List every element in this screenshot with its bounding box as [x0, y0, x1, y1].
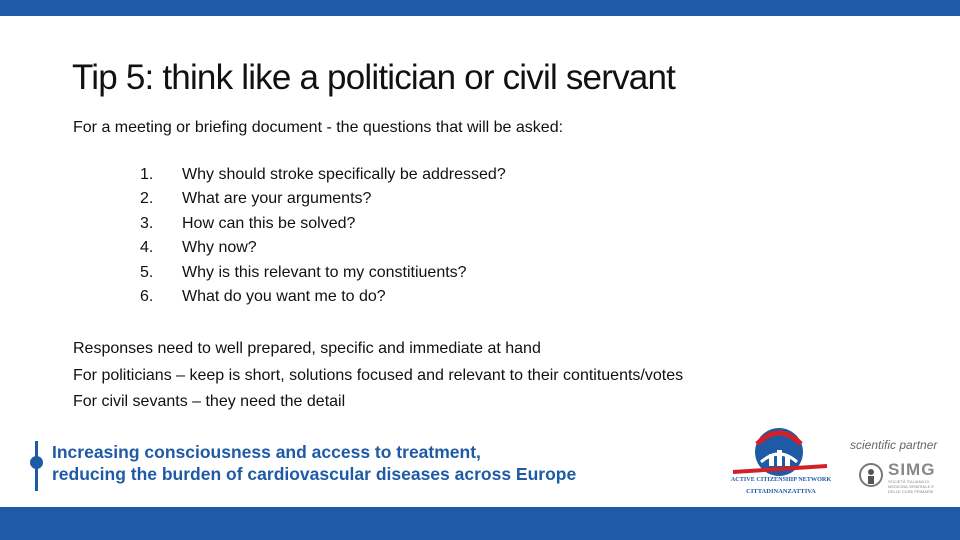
svg-text:CITTADINANZATTIVA: CITTADINANZATTIVA — [746, 488, 816, 495]
footer-tagline — [30, 441, 576, 491]
response-line: For civil sevants – they need the detail — [73, 393, 346, 410]
simg-subtitle: SOCIETÀ ITALIANA DI MEDICINA GENERALE E DELLE CURE PRIMARIE — [888, 479, 935, 494]
tagline-line-1: Increasing consciousness and access to treatment, — [52, 442, 481, 462]
questions-list — [140, 166, 506, 312]
list-item: 2. What are your arguments? — [140, 190, 372, 208]
list-item: 1. Why should stroke specifically be addressed? — [140, 166, 506, 183]
simg-logo — [858, 458, 944, 498]
intro-text: For a meeting or briefing document - the questions that will be asked: — [73, 119, 564, 136]
response-line: For politicians – keep is short, solutions focused and relevant to their contituents/votes — [73, 366, 684, 384]
response-line: Responses need to well prepared, specific and immediate at hand — [73, 340, 541, 357]
slide-title: Tip 5: think like a politician or civil servant — [72, 58, 676, 97]
simg-name: SIMG — [888, 460, 936, 479]
scientific-partner-label: scientific partner — [850, 438, 938, 452]
tagline-line-2: reducing the burden of cardiovascular diseases across Europe — [52, 464, 577, 484]
list-item: 4. Why now? — [140, 239, 257, 257]
list-item: 5. Why is this relevant to my constitiuents? — [140, 263, 467, 281]
bottom-bar — [0, 507, 960, 540]
simg-emblem-icon — [858, 462, 884, 492]
list-item: 3. How can this be solved? — [140, 214, 356, 232]
active-citizenship-network-logo — [727, 424, 835, 500]
top-bar — [0, 0, 960, 16]
list-item: 6. What do you want me to do? — [140, 287, 386, 305]
responses-block — [73, 340, 683, 420]
timeline-dot-icon — [30, 441, 52, 491]
svg-text:ACTIVE CITIZENSHIP NETWORK: ACTIVE CITIZENSHIP NETWORK — [730, 476, 832, 483]
